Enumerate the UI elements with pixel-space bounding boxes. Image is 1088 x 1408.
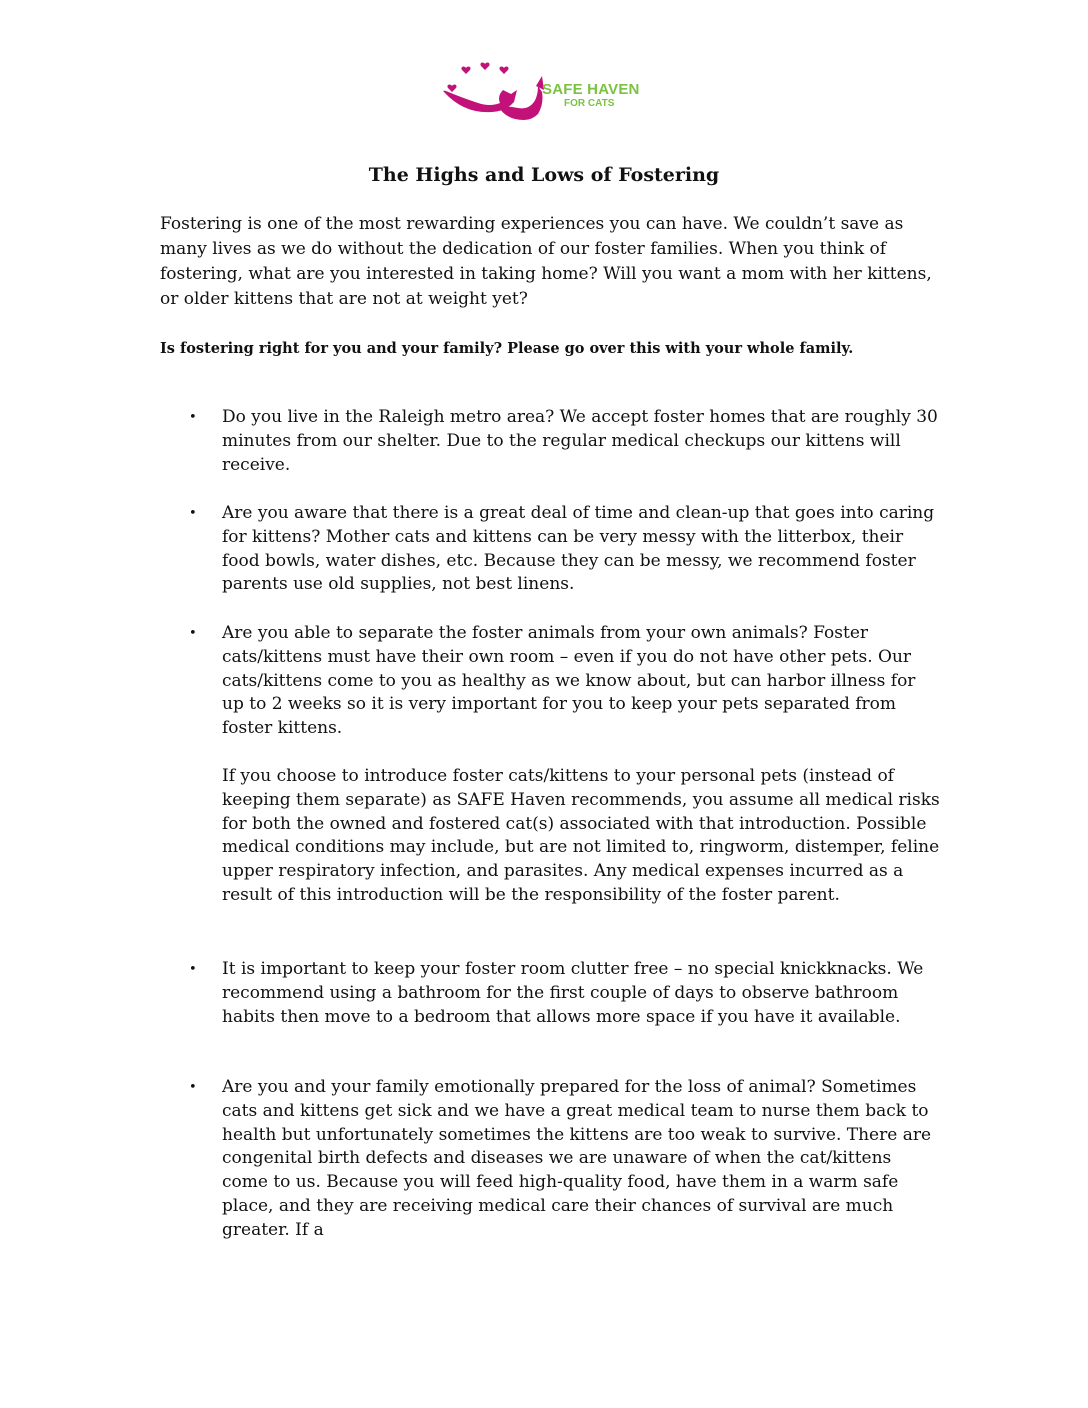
page-title: The Highs and Lows of Fostering bbox=[368, 164, 720, 186]
list-item bbox=[189, 406, 942, 477]
bullet-icon: • bbox=[189, 506, 197, 521]
safe-haven-logo bbox=[440, 62, 652, 138]
bullet-icon: • bbox=[189, 410, 197, 425]
list-item-text: Are you and your family emotionally prepared for the loss of animal? Sometimes cats and kittens get sick and we have a great medical team to nurse them back to health but unfortunately sometimes the kittens are too weak to survive. There are congenital birth defects and diseases we are unaware of when the cat/kittens come to us. Because you will feed high-quality food, have them in a warm safe place, and they are receiving medical care their chances of survival are much greater. If a bbox=[222, 1077, 932, 1240]
list-item bbox=[189, 1076, 942, 1243]
list-item-text: Do you live in the Raleigh metro area? We accept foster homes that are roughly 30 minutes from our shelter. Due to the regular medical checkups our kittens will receive. bbox=[222, 407, 938, 475]
list-item-text: Are you aware that there is a great deal of time and clean-up that goes into caring for kittens? Mother cats and kittens can be very messy with the litterbox, their food bowls, water dishes, etc. Because they can be messy, we recommend foster parents use old supplies, not best linens. bbox=[222, 503, 935, 595]
bullet-icon: • bbox=[189, 1080, 197, 1095]
fostering-question: Is fostering right for you and your family? Please go over this with your whole family. bbox=[160, 340, 854, 357]
bullet-icon: • bbox=[189, 962, 197, 977]
list-item bbox=[189, 502, 942, 597]
logo-text bbox=[542, 82, 640, 109]
bullet-icon: • bbox=[189, 626, 197, 641]
list-item bbox=[189, 622, 942, 908]
intro-paragraph: Fostering is one of the most rewarding experiences you can have. We couldn’t save as many lives as we do without the dedication of our foster families. When you think of fostering, what are you interested in taking home? Will you want a mom with her kittens, or older kittens that are not at weight yet? bbox=[160, 214, 932, 309]
list-item-continuation: If you choose to introduce foster cats/kittens to your personal pets (instead of keeping them separate) as SAFE Haven recommends, you assume all medical risks for both the owned and fostered cat(s) associated with that introduction. Possible medical conditions may include, but are not limited to, ringworm, distemper, feline upper respiratory infection, and parasites. Any medical expenses incurred as a result of this introduction will be the responsibility of the foster parent. bbox=[222, 765, 940, 905]
logo-line-2: FOR CATS bbox=[564, 98, 615, 109]
logo-line-1: SAFE HAVEN bbox=[542, 81, 640, 98]
list-item bbox=[189, 958, 942, 1029]
list-item-text: It is important to keep your foster room clutter free – no special knickknacks. We recommend using a bathroom for the first couple of days to observe bathroom habits then move to a bedroom that allows more space if you have it available. bbox=[222, 959, 924, 1027]
list-item-text: Are you able to separate the foster animals from your own animals? Foster cats/kittens must have their own room – even if you do not have other pets. Our cats/kittens come to you as healthy as we know about, but can harbor illness for up to 2 weeks so it is very important for you to keep your pets separated from foster kittens. bbox=[222, 623, 916, 739]
